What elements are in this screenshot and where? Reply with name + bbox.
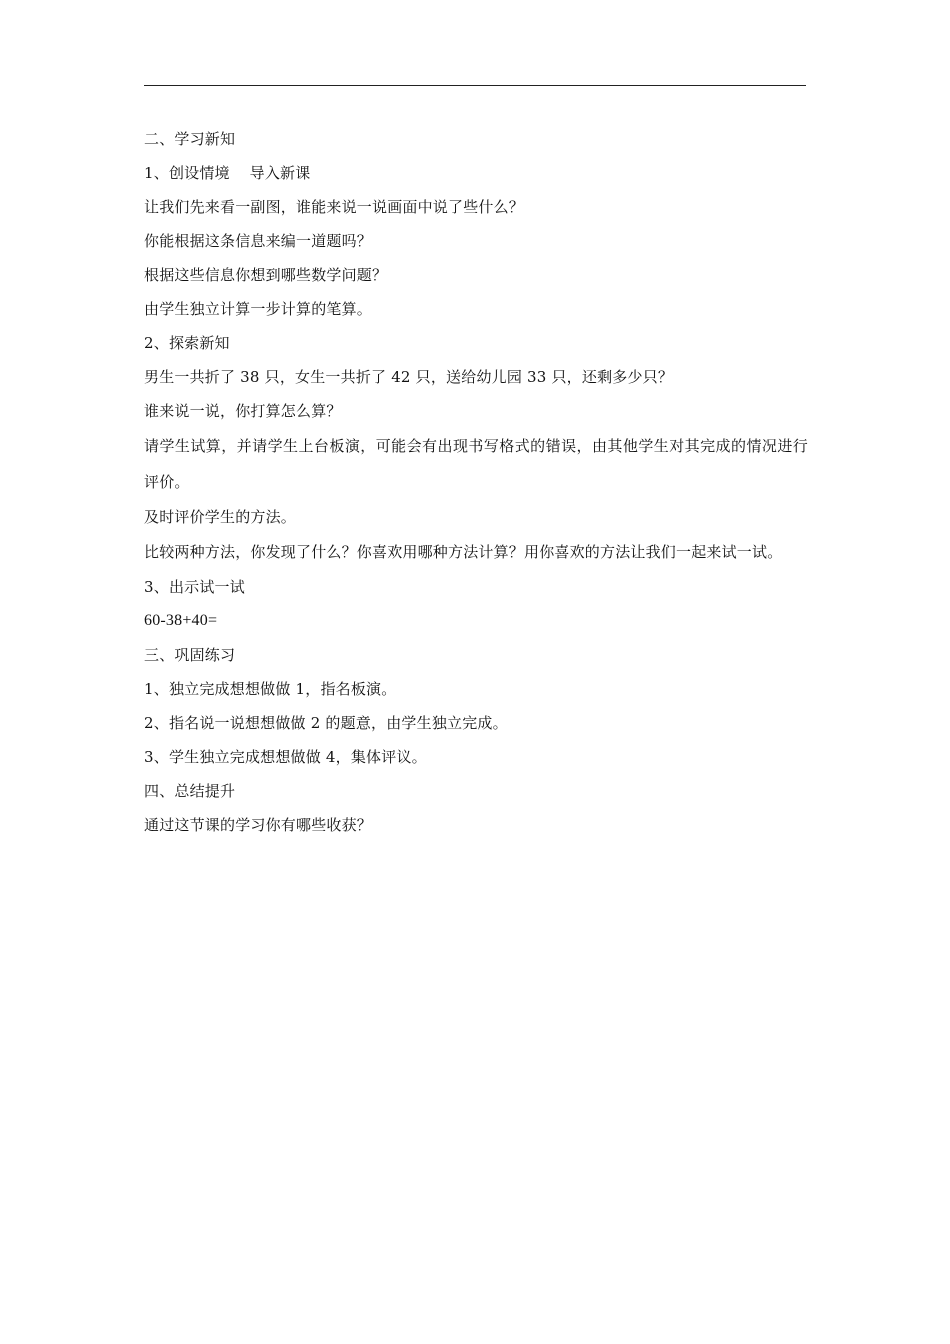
section-heading-summary: 四、总结提升 — [144, 782, 236, 800]
paragraph: 由学生独立计算一步计算的笔算。 — [144, 300, 373, 318]
list-item: 2、指名说一说想想做做 2 的题意，由学生独立完成。 — [144, 714, 508, 732]
paragraph: 谁来说一说，你打算怎么算？ — [144, 402, 342, 420]
paragraph: 比较两种方法，你发现了什么？你喜欢用哪种方法计算？用你喜欢的方法让我们一起来试一试。 — [144, 543, 783, 561]
section-heading-learn-new: 二、学习新知 — [144, 130, 236, 148]
subsection-heading-explore: 2、探索新知 — [144, 334, 230, 352]
paragraph: 你能根据这条信息来编一道题吗？ — [144, 232, 373, 250]
paragraph: 男生一共折了 38 只，女生一共折了 42 只，送给幼儿园 33 只，还剩多少只？ — [144, 368, 674, 386]
paragraph: 通过这节课的学习你有哪些收获？ — [144, 816, 373, 834]
math-expression: 60-38+40= — [144, 612, 218, 629]
paragraph: 根据这些信息你想到哪些数学问题？ — [144, 266, 388, 284]
list-item: 3、学生独立完成想想做做 4，集体评议。 — [144, 748, 427, 766]
paragraph: 请学生试算，并请学生上台板演，可能会有出现书写格式的错误，由其他学生对其完成的情况进行评价。 — [144, 437, 808, 491]
paragraph: 让我们先来看一副图，谁能来说一说画面中说了些什么？ — [144, 198, 525, 216]
header-rule — [144, 85, 806, 86]
paragraph: 及时评价学生的方法。 — [144, 508, 297, 526]
subsection-heading-try: 3、出示试一试 — [144, 578, 245, 596]
section-heading-practice: 三、巩固练习 — [144, 646, 236, 664]
document-body — [144, 122, 808, 842]
list-item: 1、独立完成想想做做 1，指名板演。 — [144, 680, 397, 698]
subsection-heading-intro: 1、创设情境 导入新课 — [144, 164, 311, 182]
